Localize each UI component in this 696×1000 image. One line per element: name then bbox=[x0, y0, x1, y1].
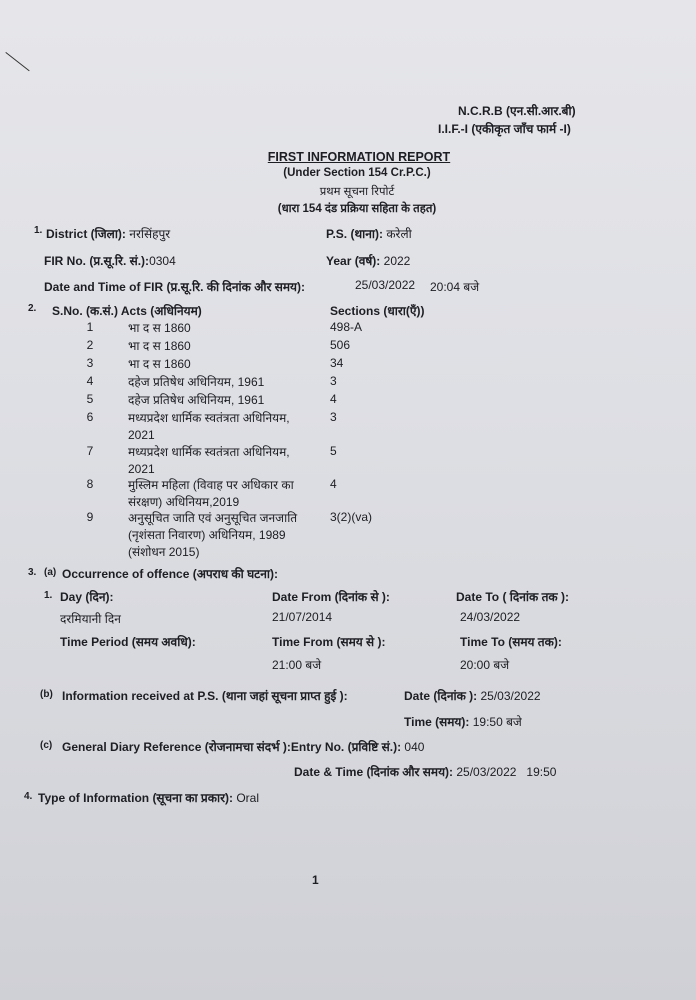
fir-time-value: 20:04 बजे bbox=[430, 280, 480, 294]
act-sn: 3 bbox=[86, 356, 94, 370]
act-section: 4 bbox=[330, 392, 337, 406]
act-sn: 4 bbox=[86, 374, 94, 388]
act-name: दहेज प्रतिषेध अधिनियम, 1961 bbox=[128, 393, 265, 407]
sections-header: Sections (धारा(एँ)) bbox=[330, 304, 425, 318]
section-3a-label: (a) bbox=[44, 567, 57, 578]
district-label: District (जिला): bbox=[46, 227, 126, 241]
fir-value: 0304 bbox=[149, 254, 176, 268]
time-from-value: 21:00 बजे bbox=[272, 658, 322, 672]
ps-value: करेली bbox=[386, 227, 412, 241]
act-name: दहेज प्रतिषेध अधिनियम, 1961 bbox=[128, 375, 265, 389]
day-value: दरमियानी दिन bbox=[60, 612, 121, 626]
gd-datetime-label: Date & Time (दिनांक और समय): bbox=[294, 765, 454, 779]
act-name: अनुसूचित जाति एवं अनुसूचित जनजाति (नृशंसता निवारण) अधिनियम, 1989 (संशोधन 2015) bbox=[128, 511, 298, 559]
type-info-row bbox=[38, 789, 259, 806]
info-time-value: 19:50 बजे bbox=[472, 715, 522, 729]
act-section: 3(2)(va) bbox=[330, 510, 373, 524]
date-to-label: Date To ( दिनांक तक ): bbox=[456, 590, 569, 604]
date-to-value: 24/03/2022 bbox=[460, 610, 521, 624]
info-date-label: Date (दिनांक ): bbox=[404, 689, 478, 703]
act-section: 4 bbox=[330, 477, 337, 491]
under-section: (Under Section 154 Cr.P.C.) bbox=[283, 167, 431, 179]
fir-label: FIR No. (प्र.सू.रि. सं.): bbox=[44, 254, 150, 268]
act-sn: 2 bbox=[86, 338, 94, 352]
info-received-label: Information received at P.S. (थाना जहां सूचना प्राप्त हुई ): bbox=[62, 689, 348, 703]
fir-date-value: 25/03/2022 bbox=[355, 278, 416, 292]
sno-acts-header: S.No. (क.सं.) Acts (अधिनियम) bbox=[52, 304, 202, 318]
type-info-value: Oral bbox=[236, 791, 259, 805]
info-time-row bbox=[404, 713, 522, 730]
act-sn: 1 bbox=[86, 320, 94, 334]
section-3c-label: (c) bbox=[40, 740, 53, 751]
section-1-number: 1. bbox=[34, 225, 43, 236]
occurrence-label: Occurrence of offence (अपराध की घटना): bbox=[62, 567, 278, 581]
time-to-value: 20:00 बजे bbox=[460, 658, 510, 672]
hindi-title: प्रथम सूचना रिपोर्ट bbox=[319, 186, 395, 198]
gd-datetime-row bbox=[294, 763, 556, 780]
district-value: नरसिंहपुर bbox=[129, 227, 171, 241]
gd-datetime-value: 25/03/2022 19:50 bbox=[456, 765, 557, 779]
info-date-row bbox=[404, 687, 541, 704]
gd-entry-value: 040 bbox=[404, 740, 425, 754]
fir-row bbox=[44, 252, 176, 269]
fir-datetime-row bbox=[44, 278, 305, 295]
act-name: मुस्लिम महिला (विवाह पर अधिकार का संरक्षण) अधिनियम,2019 bbox=[128, 478, 294, 509]
time-to-label: Time To (समय तक): bbox=[460, 635, 562, 649]
act-name: भा द स 1860 bbox=[128, 321, 191, 335]
act-sn: 9 bbox=[86, 510, 94, 524]
time-from-label: Time From (समय से ): bbox=[272, 635, 386, 649]
ps-row bbox=[326, 225, 412, 242]
info-date-value: 25/03/2022 bbox=[480, 689, 541, 703]
act-section: 506 bbox=[330, 338, 351, 352]
type-info-label: Type of Information (सूचना का प्रकार): bbox=[38, 791, 233, 805]
act-sn: 6 bbox=[86, 410, 94, 424]
section-3-number: 3. bbox=[28, 567, 37, 578]
section-4-number: 4. bbox=[24, 791, 33, 802]
section-3a1-number: 1. bbox=[44, 590, 53, 601]
ps-label: P.S. (थाना): bbox=[326, 227, 383, 241]
pen-mark bbox=[5, 52, 29, 71]
day-label: Day (दिन): bbox=[60, 590, 114, 604]
ncrb-header: N.C.R.B (एन.सी.आर.बी) bbox=[458, 104, 576, 118]
time-period-label: Time Period (समय अवधि): bbox=[60, 635, 196, 649]
date-from-value: 21/07/2014 bbox=[272, 610, 333, 624]
year-row bbox=[326, 252, 410, 269]
fir-datetime-label: Date and Time of FIR (प्र.सू.रि. की दिनांक और समय): bbox=[44, 280, 305, 294]
info-time-label: Time (समय): bbox=[404, 715, 470, 729]
act-name: भा द स 1860 bbox=[128, 357, 191, 371]
act-section: 34 bbox=[330, 356, 344, 370]
report-title: FIRST INFORMATION REPORT bbox=[267, 150, 451, 164]
act-section: 3 bbox=[330, 410, 337, 424]
act-sn: 5 bbox=[86, 392, 94, 406]
act-sn: 8 bbox=[86, 477, 94, 491]
section-3b-label: (b) bbox=[40, 689, 53, 700]
act-section: 3 bbox=[330, 374, 337, 388]
act-name: भा द स 1860 bbox=[128, 339, 191, 353]
act-name: मध्यप्रदेश धार्मिक स्वतंत्रता अधिनियम, 2021 bbox=[128, 411, 290, 442]
hindi-section: (धारा 154 दंड प्रक्रिया सहिता के तहत) bbox=[277, 203, 437, 215]
act-name: मध्यप्रदेश धार्मिक स्वतंत्रता अधिनियम, 2021 bbox=[128, 445, 290, 476]
year-value: 2022 bbox=[383, 254, 411, 268]
page-number: 1 bbox=[312, 873, 319, 887]
gd-label: General Diary Reference (रोजनामचा संदर्भ ):Entry No. (प्रविष्टि सं.): bbox=[62, 740, 402, 754]
year-label: Year (वर्ष): bbox=[326, 254, 381, 268]
section-2-number: 2. bbox=[28, 303, 37, 314]
gd-row bbox=[62, 738, 424, 755]
act-section: 5 bbox=[330, 444, 337, 458]
iif-header: I.I.F.-I (एकीकृत जाँच फार्म -I) bbox=[438, 122, 571, 136]
act-sn: 7 bbox=[86, 444, 94, 458]
district-row bbox=[46, 225, 170, 242]
act-section: 498-A bbox=[330, 320, 363, 334]
date-from-label: Date From (दिनांक से ): bbox=[272, 590, 390, 604]
